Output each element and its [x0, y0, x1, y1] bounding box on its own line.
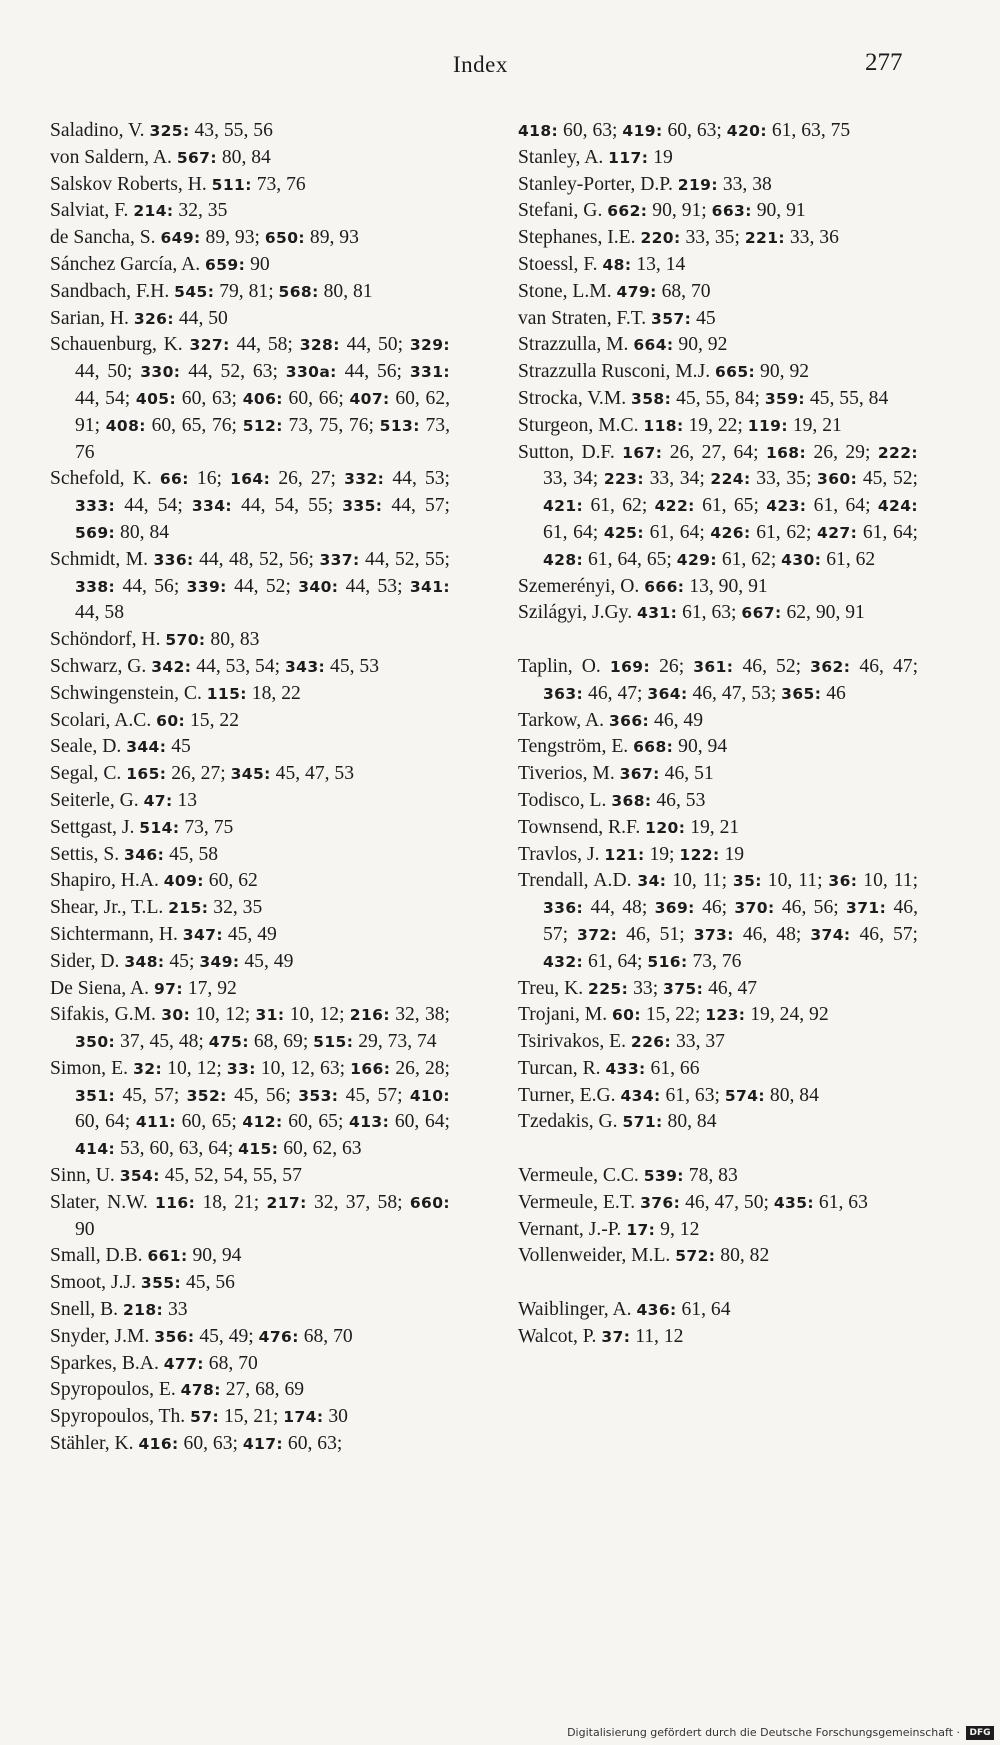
index-entry: Walcot, P. 37: 11, 12	[518, 1325, 684, 1347]
index-entry: Townsend, R.F. 120: 19, 21	[518, 816, 740, 838]
index-entry: Sichtermann, H. 347: 45, 49	[50, 923, 277, 945]
index-entry: Salskov Roberts, H. 511: 73, 76	[50, 173, 306, 195]
index-entry: Tengström, E. 668: 90, 94	[518, 736, 728, 758]
index-entry: Schefold, K. 66: 16; 164: 26, 27; 332: 44, 53; 333: 44, 54; 334: 44, 54, 55; 335: 44, 57; 569: 80, 84	[50, 468, 451, 543]
index-entry: Strazzulla Rusconi, M.J. 665: 90, 92	[518, 361, 810, 383]
index-entry: Szilágyi, J.Gy. 431: 61, 63; 667: 62, 90, 91	[518, 602, 865, 624]
index-entry: Settis, S. 346: 45, 58	[50, 843, 219, 865]
index-entry: Vermeule, E.T. 376: 46, 47, 50; 435: 61, 63	[518, 1191, 868, 1213]
page-number: 277	[865, 49, 903, 76]
letter-section-gap	[518, 627, 918, 654]
index-entry: Spyropoulos, E. 478: 27, 68, 69	[50, 1379, 305, 1401]
dfg-logo: DFG	[966, 1726, 994, 1740]
index-entry: Todisco, L. 368: 46, 53	[518, 789, 706, 811]
index-entry: Seale, D. 344: 45	[50, 736, 191, 758]
index-entry: 418: 60, 63; 419: 60, 63; 420: 61, 63, 75	[518, 120, 851, 141]
index-entry: Vollenweider, M.L. 572: 80, 82	[518, 1245, 770, 1267]
index-entry: Sifakis, G.M. 30: 10, 12; 31: 10, 12; 216: 32, 38; 350: 37, 45, 48; 475: 68, 69; 515: 29, 73, 74	[50, 1004, 450, 1053]
index-entry: Turcan, R. 433: 61, 66	[518, 1057, 700, 1079]
index-entry: Smoot, J.J. 355: 45, 56	[50, 1272, 235, 1294]
index-entry: Shapiro, H.A. 409: 60, 62	[50, 870, 258, 892]
index-entry: Schwarz, G. 342: 44, 53, 54; 343: 45, 53	[50, 655, 380, 677]
index-entry: Vermeule, C.C. 539: 78, 83	[518, 1165, 738, 1187]
index-entry: Tarkow, A. 366: 46, 49	[518, 709, 704, 731]
index-entry: Sparkes, B.A. 477: 68, 70	[50, 1352, 258, 1374]
index-entry: Scolari, A.C. 60: 15, 22	[50, 709, 239, 731]
index-entry: Sinn, U. 354: 45, 52, 54, 55, 57	[50, 1165, 302, 1187]
index-entry: Seiterle, G. 47: 13	[50, 789, 198, 811]
letter-section-gap	[518, 1136, 918, 1163]
index-entry: Sánchez García, A. 659: 90	[50, 253, 270, 275]
index-entry: Stanley-Porter, D.P. 219: 33, 38	[518, 173, 772, 195]
index-entry: Stefani, G. 662: 90, 91; 663: 90, 91	[518, 200, 806, 222]
index-entry: Spyropoulos, Th. 57: 15, 21; 174: 30	[50, 1406, 348, 1428]
index-entry: Sider, D. 348: 45; 349: 45, 49	[50, 950, 294, 972]
index-entry: de Sancha, S. 649: 89, 93; 650: 89, 93	[50, 227, 359, 249]
index-entry: Sarian, H. 326: 44, 50	[50, 307, 228, 329]
index-entry: Strocka, V.M. 358: 45, 55, 84; 359: 45, 55, 84	[518, 387, 889, 409]
index-entry: Tsirivakos, E. 226: 33, 37	[518, 1031, 725, 1053]
index-entry: von Saldern, A. 567: 80, 84	[50, 146, 271, 168]
index-entry: Schöndorf, H. 570: 80, 83	[50, 629, 260, 651]
running-header-title: Index	[453, 52, 508, 77]
index-entry: Simon, E. 32: 10, 12; 33: 10, 12, 63; 166: 26, 28; 351: 45, 57; 352: 45, 56; 353: 45, 57; 410: 60, 64; 411: 60, 65; 412: 60, 65; 413: 60, 64; 414: 53, 60, 63, 64; 415: 60, 62, 63	[50, 1057, 450, 1160]
index-entry: Saladino, V. 325: 43, 55, 56	[50, 120, 273, 141]
digitization-credit: Digitalisierung gefördert durch die Deutsche Forschungsgemeinschaft ·	[567, 1726, 960, 1739]
index-entry: Waiblinger, A. 436: 61, 64	[518, 1299, 731, 1321]
index-entry: Schwingenstein, C. 115: 18, 22	[50, 682, 301, 704]
index-entry: Tzedakis, G. 571: 80, 84	[518, 1111, 717, 1133]
index-entry: Stähler, K. 416: 60, 63; 417: 60, 63;	[50, 1433, 343, 1455]
index-entry: Stoessl, F. 48: 13, 14	[518, 253, 686, 275]
index-entry: Small, D.B. 661: 90, 94	[50, 1245, 242, 1267]
index-column-left	[50, 118, 450, 1458]
index-entry: Szemerényi, O. 666: 13, 90, 91	[518, 575, 768, 597]
index-entry: Strazzulla, M. 664: 90, 92	[518, 334, 728, 356]
index-entry: Trendall, A.D. 34: 10, 11; 35: 10, 11; 36: 10, 11; 336: 44, 48; 369: 46; 370: 46, 56; 371: 46, 57; 372: 46, 51; 373: 46, 48; 374: 46, 57; 432: 61, 64; 516: 73, 76	[518, 870, 919, 972]
index-entry: Trojani, M. 60: 15, 22; 123: 19, 24, 92	[518, 1004, 829, 1026]
index-entry: Schmidt, M. 336: 44, 48, 52, 56; 337: 44, 52, 55; 338: 44, 56; 339: 44, 52; 340: 44, 53; 341: 44, 58	[50, 548, 450, 624]
index-entry: Snyder, J.M. 356: 45, 49; 476: 68, 70	[50, 1325, 353, 1347]
index-entry: Stephanes, I.E. 220: 33, 35; 221: 33, 36	[518, 227, 839, 249]
index-entry: Sutton, D.F. 167: 26, 27, 64; 168: 26, 29; 222: 33, 34; 223: 33, 34; 224: 33, 35; 360: 45, 52; 421: 61, 62; 422: 61, 65; 423: 61, 64; 424: 61, 64; 425: 61, 64; 426: 61, 62; 427: 61, 64; 428: 61, 64, 65; 429: 61, 62; 430: 61, 62	[518, 441, 918, 570]
index-entry: Schauenburg, K. 327: 44, 58; 328: 44, 50; 329: 44, 50; 330: 44, 52, 63; 330a: 44, 56; 331: 44, 54; 405: 60, 63; 406: 60, 66; 407: 60, 62, 91; 408: 60, 65, 76; 512: 73, 75, 76; 513: 73, 76	[50, 334, 451, 463]
index-entry: Treu, K. 225: 33; 375: 46, 47	[518, 977, 758, 999]
index-entry: Turner, E.G. 434: 61, 63; 574: 80, 84	[518, 1084, 819, 1106]
index-entry: Stone, L.M. 479: 68, 70	[518, 280, 711, 302]
index-entry: Slater, N.W. 116: 18, 21; 217: 32, 37, 58; 660: 90	[50, 1191, 450, 1240]
letter-section-gap	[518, 1270, 918, 1297]
index-column-right	[518, 118, 918, 1351]
index-entry: Vernant, J.-P. 17: 9, 12	[518, 1218, 700, 1240]
index-entry: De Siena, A. 97: 17, 92	[50, 977, 237, 999]
index-entry: Taplin, O. 169: 26; 361: 46, 52; 362: 46, 47; 363: 46, 47; 364: 46, 47, 53; 365: 46	[518, 655, 919, 704]
index-entry: Segal, C. 165: 26, 27; 345: 45, 47, 53	[50, 763, 355, 785]
index-entry: Sturgeon, M.C. 118: 19, 22; 119: 19, 21	[518, 414, 842, 436]
index-entry: Salviat, F. 214: 32, 35	[50, 200, 228, 222]
index-entry: Snell, B. 218: 33	[50, 1299, 188, 1321]
index-entry: van Straten, F.T. 357: 45	[518, 307, 716, 329]
index-entry: Travlos, J. 121: 19; 122: 19	[518, 843, 745, 865]
index-entry: Tiverios, M. 367: 46, 51	[518, 763, 714, 785]
index-entry: Sandbach, F.H. 545: 79, 81; 568: 80, 81	[50, 280, 373, 302]
index-entry: Stanley, A. 117: 19	[518, 146, 673, 168]
index-entry: Shear, Jr., T.L. 215: 32, 35	[50, 897, 263, 919]
index-entry: Settgast, J. 514: 73, 75	[50, 816, 234, 838]
